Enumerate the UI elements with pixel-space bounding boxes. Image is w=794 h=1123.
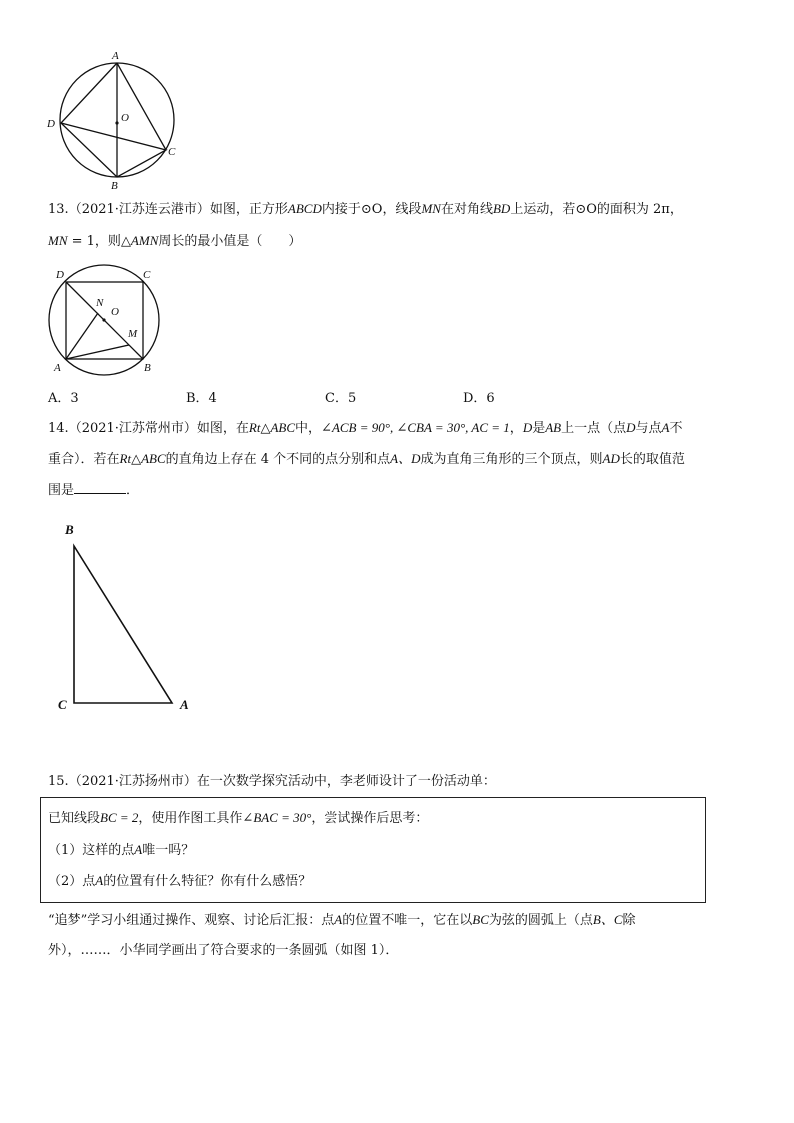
- label-a: A: [112, 50, 119, 62]
- q14-line2: 重合）．若在Rt△ABC的直角边上存在 4 个不同的点分别和点A、D成为直角三角形的三个顶点，则AD长的取值范: [48, 451, 685, 467]
- answer-blank[interactable]: [74, 481, 126, 494]
- label-c: C: [58, 697, 67, 712]
- label-n: N: [96, 297, 104, 309]
- q13-option-d: D．6: [463, 391, 495, 406]
- box-q2: （2）点A的位置有什么特征？你有什么感悟？: [48, 873, 312, 889]
- label-o: O: [121, 112, 129, 124]
- label-d: D: [47, 118, 55, 130]
- q15-report-line2: 外），……．小华同学画出了符合要求的一条圆弧（如图 1）．: [48, 943, 399, 958]
- q14-line1: 14.（2021·江苏常州市）如图，在Rt△ABC中，∠ACB = 90°, ∠CBA = 30°, AC = 1，D是AB上一点（点D与点A不: [48, 420, 683, 436]
- q13-option-b: B．4: [186, 391, 217, 406]
- q13-line1: 13.（2021·江苏连云港市）如图，正方形ABCD内接于⊙O，线段MN在对角线BD上运动，若⊙O的面积为 2π，: [48, 201, 683, 217]
- q15-intro: 15.（2021·江苏扬州市）在一次数学探究活动中，李老师设计了一份活动单：: [48, 774, 496, 789]
- label-b: B: [144, 362, 151, 374]
- label-o: O: [111, 306, 119, 318]
- figure-q12-circle: [40, 45, 190, 195]
- q13-line2: MN = 1，则△AMN周长的最小值是（ ）: [48, 233, 302, 249]
- label-d: D: [56, 269, 64, 281]
- box-line1: 已知线段BC = 2，使用作图工具作∠BAC = 30°，尝试操作后思考：: [48, 810, 429, 826]
- label-m: M: [128, 328, 138, 340]
- label-a: A: [180, 697, 189, 712]
- activity-sheet-box: [40, 797, 706, 903]
- label-c: C: [143, 269, 151, 281]
- q13-option-c: C．5: [325, 391, 357, 406]
- label-b: B: [111, 180, 118, 192]
- label-b: B: [65, 522, 74, 537]
- q14-line3: 围是 ．: [48, 483, 140, 498]
- q15-report-line1: “追梦”学习小组通过操作、观察、讨论后汇报：点A的位置不唯一，它在以BC为弦的圆弧上（点B、C除: [48, 912, 636, 928]
- label-a: A: [54, 362, 61, 374]
- box-q1: （1）这样的点A唯一吗？: [48, 842, 195, 858]
- q13-option-a: A．3: [48, 391, 79, 406]
- figure-q13-square-in-circle: [40, 262, 170, 377]
- label-c: C: [168, 146, 176, 158]
- figure-q14-right-triangle: [50, 515, 210, 720]
